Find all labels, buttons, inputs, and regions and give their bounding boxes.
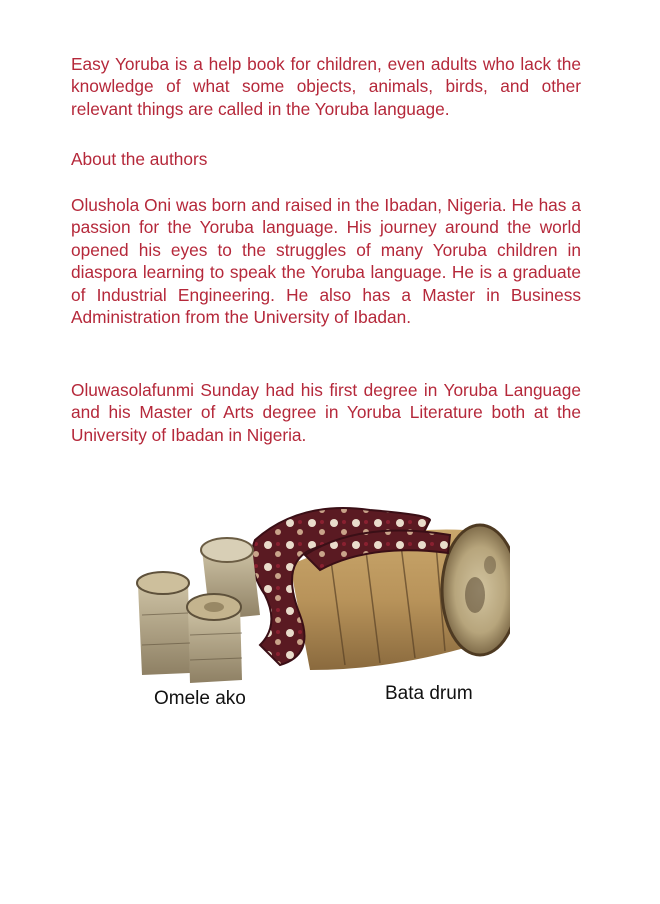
- caption-omele-ako: Omele ako: [154, 688, 246, 709]
- author-bio-sunday: Oluwasolafunmi Sunday had his first degree in Yoruba Language and his Master of Arts degree in Yoruba Literature both at the University of Ibadan in Nigeria.: [71, 380, 581, 445]
- author-bio-oni: Olushola Oni was born and raised in the Ibadan, Nigeria. He has a passion for the Yoruba language. His journey around the world opened his eyes to the struggles of many Yoruba children in diaspora learning to speak the Yoruba language. He is a graduate of Industrial Engineering. He also has a Master in Business Administration from the University of Ibadan.: [71, 195, 581, 328]
- drums-photo: [130, 495, 510, 685]
- about-authors-heading: About the authors: [71, 149, 208, 169]
- caption-bata-drum: Bata drum: [385, 683, 473, 704]
- intro-paragraph: Easy Yoruba is a help book for children, even adults who lack the knowledge of what some objects, animals, birds, and other relevant things are called in the Yoruba language.: [71, 54, 581, 119]
- omele-ako-drums: [137, 538, 260, 683]
